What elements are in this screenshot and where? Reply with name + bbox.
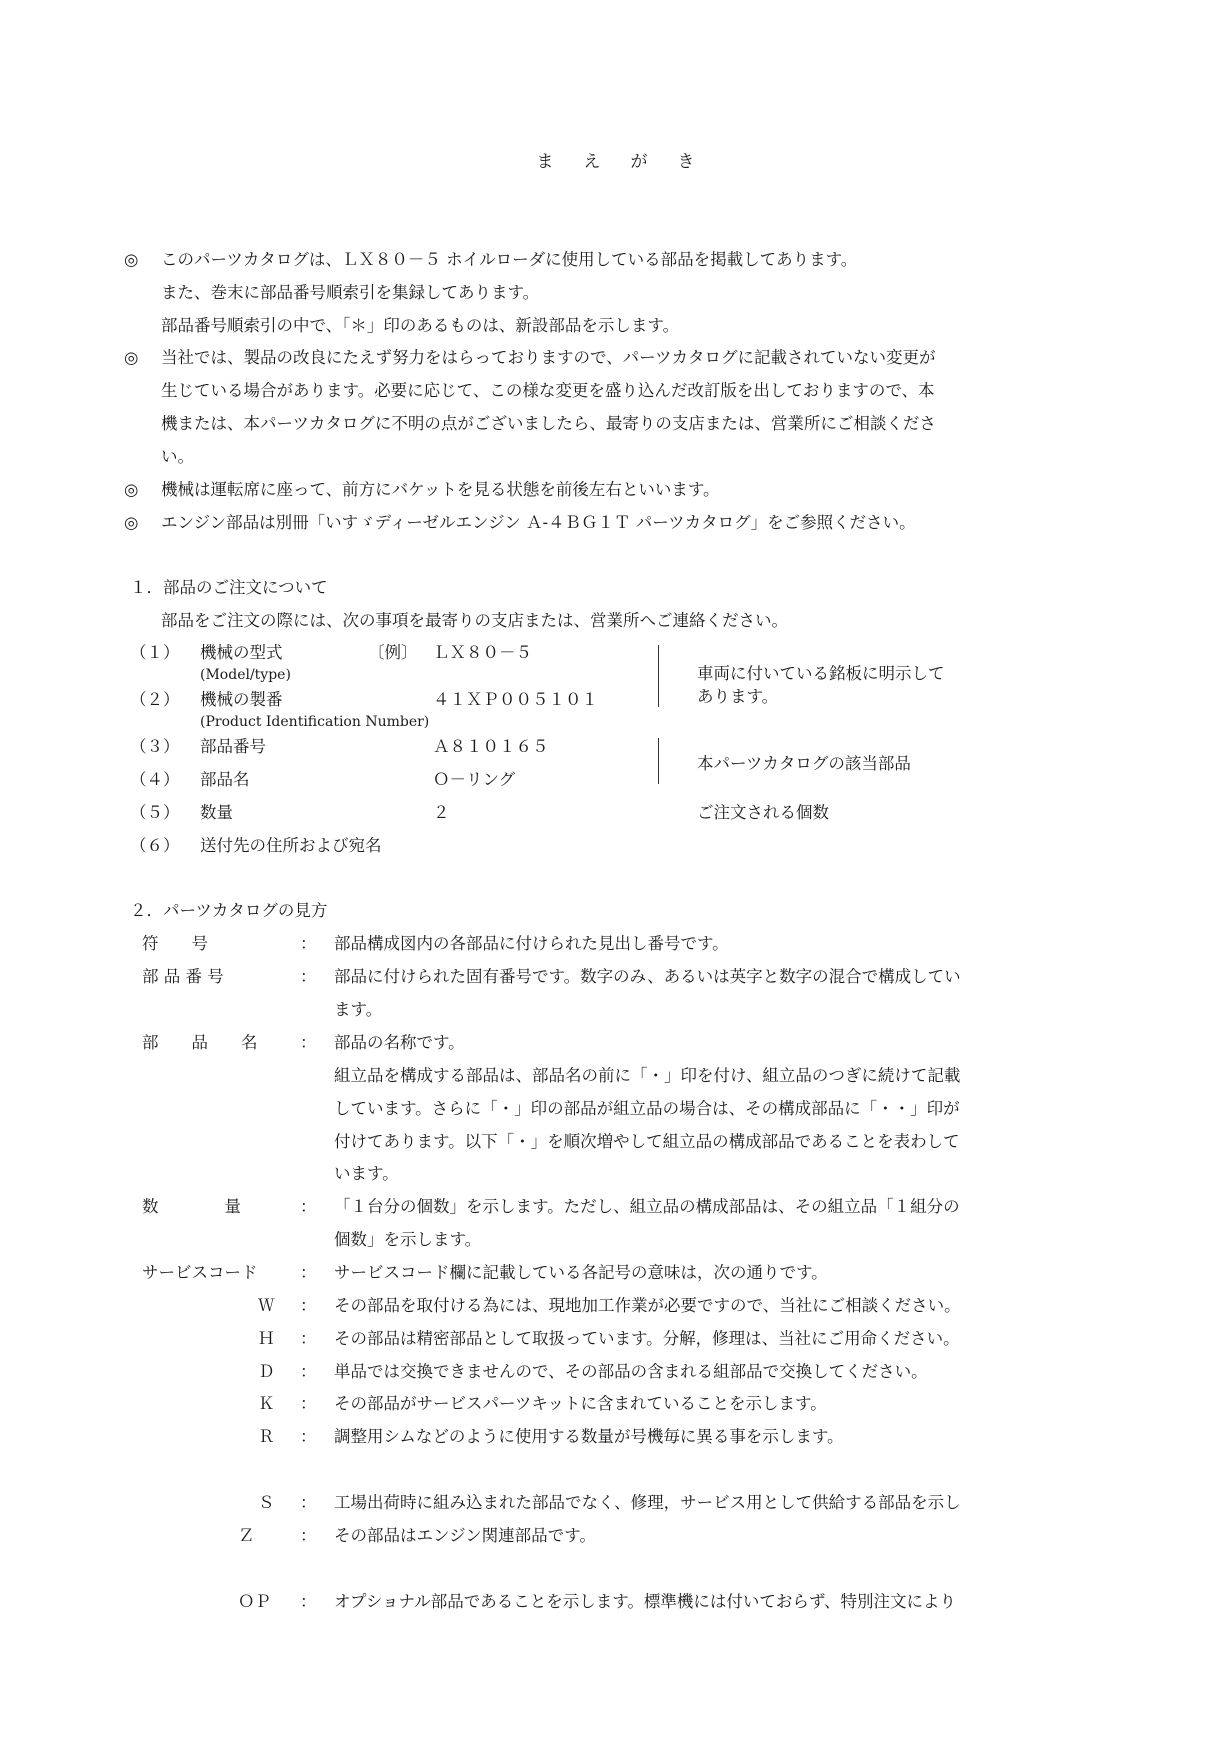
term: 部 品 名 xyxy=(142,1033,258,1052)
item-label: 機械の製番 xyxy=(200,690,283,709)
definition-line: その部品はエンジン関連部品です。 xyxy=(334,1526,596,1545)
item-label: 数量 xyxy=(200,803,233,822)
definition-line: 組立品を構成する部品は、部品名の前に「・」印を付け、組立品のつぎに続けて記載 xyxy=(334,1066,961,1085)
definition-line: 部品の名称です。 xyxy=(334,1033,465,1052)
page-title: まえがき xyxy=(536,152,725,172)
item-value: ２ xyxy=(433,803,450,822)
item-sublabel: (Model/type) xyxy=(200,667,291,683)
item-value: ４１ＸＰ００５１０１ xyxy=(433,690,598,709)
colon: ： xyxy=(300,1263,317,1282)
item-note: 本パーツカタログの該当部品 xyxy=(697,754,911,773)
definition-line: 付けてあります。以下「・」を順次増やして組立品の構成部品であることを表わして xyxy=(334,1132,960,1151)
note-line: 部品番号順索引の中で、「＊」印のあるものは、新設部品を示します。 xyxy=(161,316,680,335)
term: 数 量 xyxy=(142,1197,241,1216)
definition-line: 調整用シムなどのように使用する数量が号機毎に異る事を示します。 xyxy=(334,1427,844,1446)
item-number: （４） xyxy=(130,770,180,789)
bullet-icon: ◎ xyxy=(124,480,139,499)
section-heading: １．部品のご注文について xyxy=(130,578,328,597)
service-code: Ｄ xyxy=(258,1362,275,1381)
note-line: 当社では、製品の改良にたえず努力をはらっておりますので、パーツカタログに記載されていない変更が xyxy=(161,348,936,367)
definition-line: 部品構成図内の各部品に付けられた見出し番号です。 xyxy=(334,934,729,953)
item-number: （３） xyxy=(130,737,180,756)
note-line: い。 xyxy=(161,447,194,466)
item-value: Ａ８１０１６５ xyxy=(433,737,549,756)
note-line: エンジン部品は別冊「いすゞディーゼルエンジン Ａ-４ＢＧ１Ｔ パーツカタログ」をご参照ください。 xyxy=(161,513,916,532)
colon: ： xyxy=(300,934,317,953)
definition-line: 部品に付けられた固有番号です。数字のみ、あるいは英字と数字の混合で構成してい xyxy=(334,967,961,986)
definition-line: その部品がサービスパーツキットに含まれていることを示します。 xyxy=(334,1394,827,1413)
note-line: 生じている場合があります。必要に応じて、この様な変更を盛り込んだ改訂版を出しておりますので、本 xyxy=(161,381,935,400)
item-note: ご注文される個数 xyxy=(697,803,829,822)
colon: ： xyxy=(300,1296,317,1315)
colon: ： xyxy=(300,1493,317,1512)
term: 符 号 xyxy=(142,934,208,953)
item-number: （１） xyxy=(130,643,180,662)
item-value: ＬＸ８０－５ xyxy=(433,643,532,662)
colon: ： xyxy=(300,1526,317,1545)
item-number: （２） xyxy=(130,690,180,709)
section-heading: ２．パーツカタログの見方 xyxy=(130,901,328,920)
definition-line: その部品を取付ける為には、現地加工作業が必要ですので、当社にご相談ください。 xyxy=(334,1296,961,1315)
item-number: （５） xyxy=(130,803,180,822)
item-sublabel: (Product Identification Number) xyxy=(200,714,430,730)
item-value: Ｏ－リング xyxy=(433,770,516,789)
bullet-icon: ◎ xyxy=(124,250,139,269)
definition-line: 工場出荷時に組み込まれた部品でなく、修理，サービス用として供給する部品を示し xyxy=(334,1493,961,1512)
definition-line: しています。さらに「・」印の部品が組立品の場合は、その構成部品に「・・」印が xyxy=(334,1099,960,1118)
colon: ： xyxy=(300,1197,317,1216)
item-label: 機械の型式 xyxy=(200,643,283,662)
definition-line: 「１台分の個数」を示します。ただし、組立品の構成部品は、その組立品「１組分の xyxy=(334,1197,960,1216)
colon: ： xyxy=(300,1427,317,1446)
service-code: Ｒ xyxy=(258,1427,275,1446)
definition-line: サービスコード欄に記載している各記号の意味は，次の通りです。 xyxy=(334,1263,828,1282)
colon: ： xyxy=(300,1033,317,1052)
service-code: Ｚ xyxy=(238,1526,255,1545)
note-line: 機または、本パーツカタログに不明の点がございましたら、最寄りの支店または、営業所にご相談くださ xyxy=(161,414,936,433)
note-line: 機械は運転席に座って、前方にバケットを見る状態を前後左右といいます。 xyxy=(161,480,720,499)
definition-line: 単品では交換できませんので、その部品の含まれる組部品で交換してください。 xyxy=(334,1362,928,1381)
definition-line: ます。 xyxy=(334,1000,383,1019)
bullet-icon: ◎ xyxy=(124,513,139,532)
bullet-icon: ◎ xyxy=(124,348,139,367)
service-code: Ｓ xyxy=(258,1493,275,1512)
colon: ： xyxy=(300,1329,317,1348)
colon: ： xyxy=(300,967,317,986)
colon: ： xyxy=(300,1394,317,1413)
definition-line: 個数」を示します。 xyxy=(334,1230,482,1249)
brace xyxy=(648,738,659,784)
definition-line: います。 xyxy=(334,1164,399,1183)
item-note: 車両に付いている銘板に明示して xyxy=(697,664,945,683)
term: サービスコード xyxy=(142,1263,258,1282)
note-line: また、巻末に部品番号順索引を集録してあります。 xyxy=(161,283,540,302)
service-code: Ｈ xyxy=(258,1329,275,1348)
service-code: ＯＰ xyxy=(238,1592,271,1611)
item-label: 部品番号 xyxy=(200,737,266,756)
colon: ： xyxy=(300,1592,317,1611)
service-code: Ｗ xyxy=(258,1296,275,1315)
item-example: 〔例〕 xyxy=(368,643,418,662)
item-number: （６） xyxy=(130,836,180,855)
item-label: 部品名 xyxy=(200,770,250,789)
section-intro: 部品をご注文の際には、次の事項を最寄りの支店または、営業所へご連絡ください。 xyxy=(161,611,788,630)
service-code: Ｋ xyxy=(258,1394,275,1413)
definition-line: オプショナル部品であることを示します。標準機には付いておらず、特別注文により xyxy=(334,1592,957,1611)
note-line: このパーツカタログは、ＬＸ８０－５ ホイルローダに使用している部品を掲載してあります。 xyxy=(161,250,858,269)
item-note: あります。 xyxy=(697,687,779,706)
term: 部 品 番 号 xyxy=(142,967,224,986)
definition-line: その部品は精密部品として取扱っています。分解，修理は、当社にご用命ください。 xyxy=(334,1329,960,1348)
colon: ： xyxy=(300,1362,317,1381)
item-label: 送付先の住所および宛名 xyxy=(200,836,382,855)
brace xyxy=(648,645,659,707)
